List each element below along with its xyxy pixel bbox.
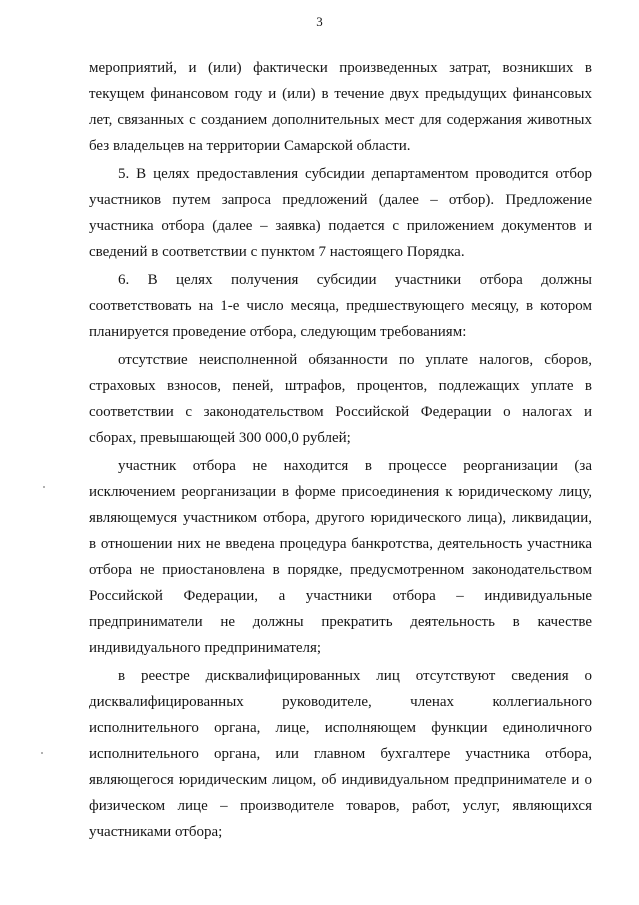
text-line: мероприятий, и (или) фактически произведенных затрат, возникших в [89,60,592,76]
text-line: планируется проведение отбора, следующим требованиям: [89,324,467,340]
text-line: соответствии с законодательством Российской Федерации о налогах и [89,404,592,420]
page-number: 3 [316,14,323,29]
text-line: исполнительного органа, или главном бухгалтере участника отбора, [89,746,592,762]
text-line: Российской Федерации, а участники отбора – индивидуальные [89,588,592,604]
text-line: 6. В целях получения субсидии участники отбора должны [118,272,592,288]
text-line: текущем финансовом году и (или) в течение двух предыдущих финансовых [89,86,592,102]
text-line: без владельцев на территории Самарской области. [89,138,411,154]
text-line: отсутствие неисполненной обязанности по уплате налогов, сборов, [118,352,592,368]
text-line: соответствовать на 1-е число месяца, предшествующего месяцу, в котором [89,298,592,314]
text-line: сведений в соответствии с пунктом 7 настоящего Порядка. [89,244,465,260]
text-line: участника отбора (далее – заявка) подается с приложением документов и [89,218,592,234]
text-line: являющемуся участником отбора, другого юридического лица), ликвидации, [89,510,592,526]
text-line: в отношении них не введена процедура банкротства, деятельность участника [89,536,592,552]
text-line: исполнительного органа, лице, исполняющем функции единоличного [89,720,592,736]
text-line: в реестре дисквалифицированных лиц отсутствуют сведения о [118,668,592,684]
scan-speck [43,486,45,488]
text-line: участников путем запроса предложений (далее – отбор). Предложение [89,192,592,208]
text-line: дисквалифицированных руководителе, членах коллегиального [89,694,592,710]
text-line: исключением реорганизации в форме присоединения к юридическому лицу, [89,484,592,500]
text-line: лет, связанных с созданием дополнительных мест для содержания животных [89,112,592,128]
text-line: являющегося юридическим лицом, об индивидуальном предпринимателе и о [89,772,592,788]
text-line: отбора не приостановлена в порядке, предусмотренном законодательством [89,562,592,578]
text-line: участниками отбора; [89,824,223,840]
text-line: сборах, превышающей 300 000,0 рублей; [89,430,351,446]
text-line: физическом лице – производителе товаров, работ, услуг, являющихся [89,798,592,814]
text-line: страховых взносов, пеней, штрафов, процентов, подлежащих уплате в [89,378,592,394]
text-line: индивидуального предпринимателя; [89,640,322,656]
scan-speck [41,752,43,754]
text-line: 5. В целях предоставления субсидии департаментом проводится отбор [118,166,592,182]
text-line: участник отбора не находится в процессе реорганизации (за [118,458,592,474]
text-line: предприниматели не должны прекратить деятельность в качестве [89,614,592,630]
